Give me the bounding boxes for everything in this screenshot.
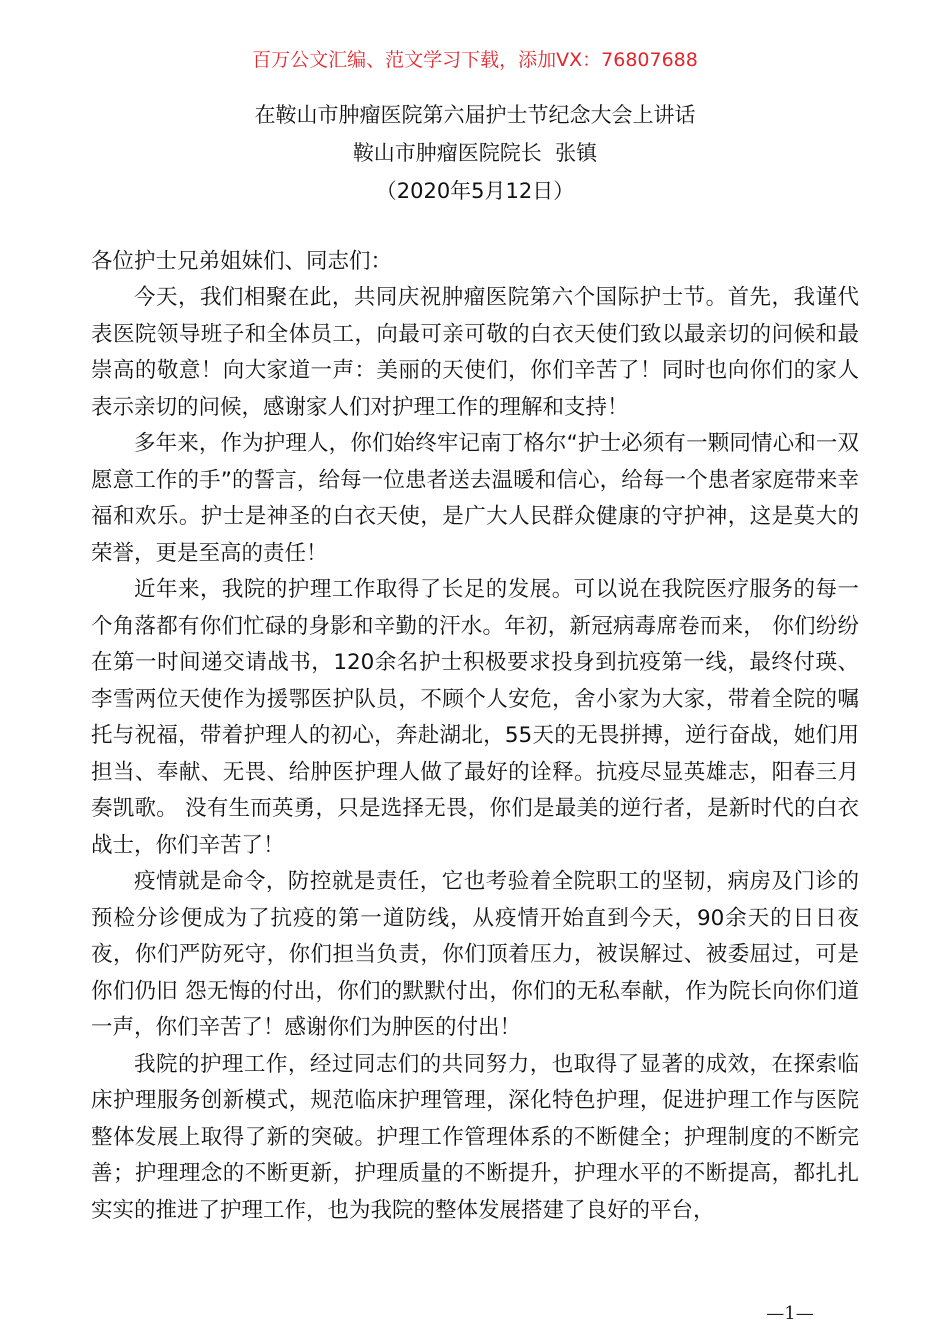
paragraph: 近年来，我院的护理工作取得了长足的发展。可以说在我院医疗服务的每一个角落都有你们忙碌的身影和辛勤的汗水。年初，新冠病毒席卷而来， 你们纷纷在第一时间递交请战书，120余名护士积极要求投身到抗疫第一线，最终付瑛、李雪两位天使作为援鄂医护队员，不顾个人安危，舍小家为大家，带着全院的嘱托与祝福，带着护理人的初心，奔赴湖北，55天的无畏拼搏，逆行奋战，她们用担当、奉献、无畏、给肿医护理人做了最好的诠释。抗疫尽显英雄志，阳春三月奏凯歌。 没有生而英勇，只是选择无畏，你们是最美的逆行者，是新时代的白衣战士，你们辛苦了！ [91, 577, 859, 858]
speech-date: （2020年5月12日） [375, 179, 575, 203]
speaker-line: 鞍山市肿瘤医院院长 张镇 [352, 141, 598, 165]
promo-banner: 百万公文汇编、范文学习下载，添加VX：76807688 [252, 49, 698, 71]
paragraph: 疫情就是命令，防控就是责任，它也考验着全院职工的坚韧，病房及门诊的预检分诊便成为了抗疫的第一道防线，从疫情开始直到今天，90余天的日日夜夜，你们严防死守，你们担当负责，你们顶着压力，被误解过、被委屈过，可是你们仍旧 怨无悔的付出，你们的默默付出，你们的无私奉献，作为院长向你们道一声，你们辛苦了！感谢你们为肿医的付出！ [91, 869, 859, 1040]
speech-body [91, 280, 859, 1229]
salutation: 各位护士兄弟姐妹们、同志们： [91, 249, 393, 274]
title-block [0, 96, 950, 210]
speech-title: 在鞍山市肿瘤医院第六届护士节纪念大会上讲话 [254, 103, 696, 127]
page-number: —1— [766, 1303, 814, 1324]
paragraph: 今天，我们相聚在此，共同庆祝肿瘤医院第六个国际护士节。首先，我谨代表医院领导班子和全体员工，向最可亲可敬的白衣天使们致以最亲切的问候和最崇高的敬意！向大家道一声：美丽的天使们，你们辛苦了！同时也向你们的家人表示亲切的问候，感谢家人们对护理工作的理解和支持！ [91, 285, 859, 420]
paragraph: 多年来，作为护理人，你们始终牢记南丁格尔“护士必须有一颗同情心和一双愿意工作的手”的誓言，给每一位患者送去温暖和信心，给每一个患者家庭带来幸福和欢乐。护士是神圣的白衣天使，是广大人民群众健康的守护神，这是莫大的荣誉，更是至高的责任！ [91, 431, 859, 566]
paragraph: 我院的护理工作，经过同志们的共同努力，也取得了显著的成效，在探索临床护理服务创新模式，规范临床护理管理，深化特色护理，促进护理工作与医院整体发展上取得了新的突破。护理工作管理体系的不断健全；护理制度的不断完善；护理理念的不断更新，护理质量的不断提升，护理水平的不断提高，都扎扎实实的推进了护理工作，也为我院的整体发展搭建了良好的平台， [91, 1051, 859, 1223]
